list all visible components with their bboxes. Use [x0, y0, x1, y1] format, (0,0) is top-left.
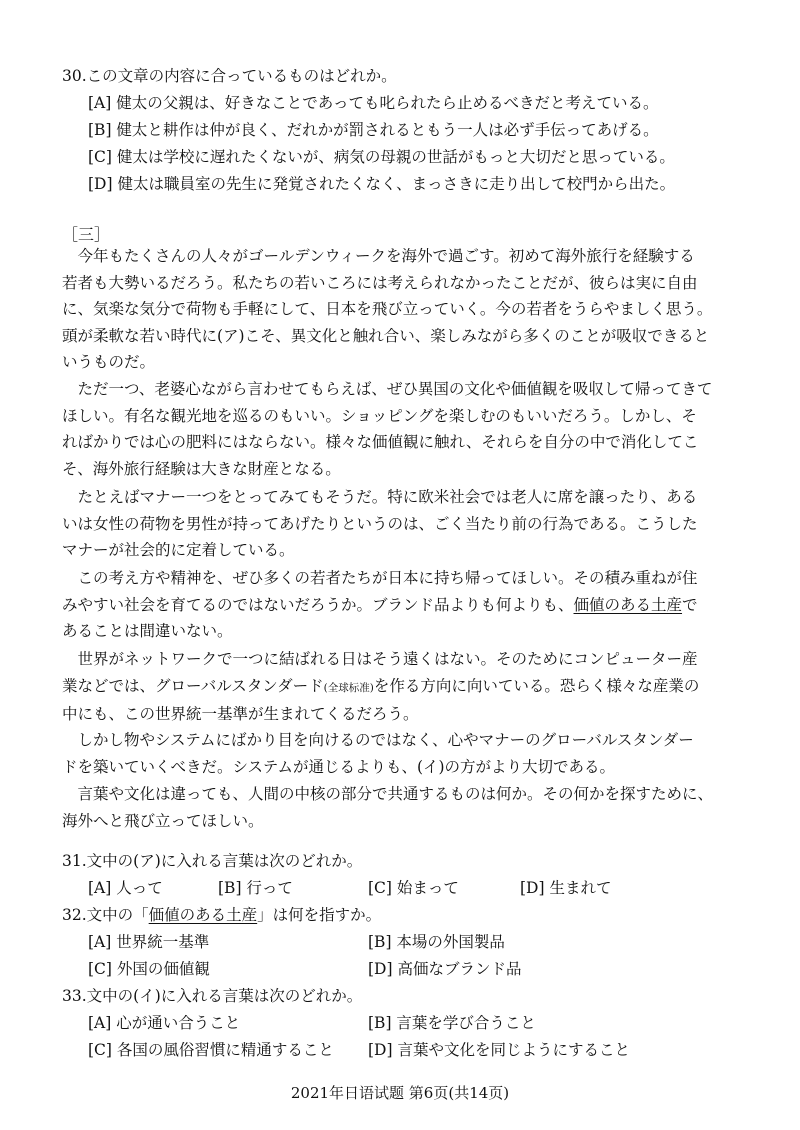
q32-option-a: [A] 世界統一基準 [88, 933, 210, 951]
q33-option-c: [C] 各国の風俗習慣に精通すること [88, 1041, 334, 1059]
passage-line-end: を作る方向に向いている。恐らく様々な産業の [373, 676, 700, 695]
passage-line: 若者も大勢いるだろう。私たちの若いころには考えられなかったことだが、彼らは実に自由 [62, 273, 698, 292]
underlined-phrase: 価値のある土産 [573, 595, 683, 614]
passage-line: 言葉や文化は違っても、人間の中核の部分で共通するものは何か。その何かを探すために、 [62, 785, 714, 803]
q31-option-a: [A] 人って [88, 879, 163, 897]
q30-option-c: [C] 健太は学校に遅れたくないが、病気の母親の世話がもっと大切だと思っている。 [88, 148, 675, 166]
q32-option-b: [B] 本場の外国製品 [368, 933, 505, 951]
q33-option-a: [A] 心が通い合うこと [88, 1014, 241, 1032]
passage-line: 今年もたくさんの人々がゴールデンウィークを海外で過ごす。初めて海外旅行を経験する [62, 247, 695, 265]
q32-question-start: 32.文中の「 [62, 906, 149, 924]
q33-option-d: [D] 言葉や文化を同じようにすること [368, 1041, 630, 1059]
passage-line: ほしい。有名な観光地を巡るのもいい。ショッピングを楽しむのもいいだろう。しかし、そ [62, 406, 697, 425]
passage-paragraph-4 [62, 565, 738, 645]
passage-line: 海外へと飛び立ってほしい。 [62, 811, 264, 830]
passage-line: 世界がネットワークで一つに結ばれる日はそう遠くはない。そのためにコンピューター産 [62, 650, 698, 668]
q33-option-b: [B] 言葉を学び合うこと [368, 1014, 536, 1032]
passage-paragraph-2 [62, 376, 738, 482]
passage-paragraph-6 [62, 727, 738, 780]
q30-option-a: [A] 健太の父親は、好きなことであっても叱られたら止めるべきだと考えている。 [88, 94, 659, 112]
q32-underlined-phrase: 価値のある土産 [148, 906, 258, 924]
passage-line: マナーが社会的に定着している。 [62, 541, 295, 559]
q32-option-c: [C] 外国の価値観 [88, 960, 210, 978]
passage-line-start: みやすい社会を育てるのではないだろうか。ブランド品よりも何よりも、 [62, 595, 574, 614]
q31-option-d: [D] 生まれて [520, 879, 612, 897]
passage-line: 中にも、この世界統一基準が生まれてくるだろう。 [62, 705, 419, 723]
passage-line: たとえばマナー一つをとってみてもそうだ。特に欧米社会では老人に席を譲ったり、ある [62, 488, 698, 506]
passage-line: ればかりでは心の肥料にはならない。様々な価値観に触れ、それらを自分の中で消化してこ [62, 433, 699, 451]
passage-paragraph-3 [62, 484, 738, 564]
translation-note: (全球标准) [323, 681, 374, 694]
q32-option-d: [D] 高価なブランド品 [368, 960, 522, 978]
q30-question: 30.この文章の内容に合っているものはどれか。 [62, 67, 397, 85]
page-footer: 2021年日语试题 第6页(共14页) [290, 1084, 510, 1102]
passage-line-end: で [682, 595, 698, 614]
passage-line: しかし物やシステムにばかり目を向けるのではなく、心やマナーのグローバルスタンダー [62, 731, 694, 749]
passage-line: ただ一つ、老婆心ながら言わせてもらえば、ぜひ異国の文化や価値観を吸収して帰ってきて [62, 380, 713, 398]
passage-line: あることは間違いない。 [62, 622, 233, 640]
q31-question: 31.文中の(ア)に入れる言葉は次のどれか。 [62, 852, 363, 870]
passage-line: 頭が柔軟な若い時代に(ア)こそ、異文化と触れ合い、楽しみながら多くのことが吸収できると [62, 326, 710, 345]
q30-option-d: [D] 健太は職員室の先生に発覚されたくなく、まっさきに走り出して校門から出た。 [88, 175, 676, 193]
passage-line: いは女性の荷物を男性が持ってあげたりというのは、ごく当たり前の行為である。こうした [62, 514, 698, 533]
q30-option-b: [B] 健太と耕作は仲が良く、だれかが罰されるともう一人は必ず手伝ってあげる。 [88, 121, 659, 139]
passage-line: そ、海外旅行経験は大きな財産となる。 [62, 459, 341, 478]
q31-option-c: [C] 始まって [368, 879, 459, 897]
q32-question [62, 903, 381, 927]
passage-line-start: 業などでは、グローバルスタンダード [62, 676, 324, 695]
passage-paragraph-1 [62, 243, 738, 376]
passage-line: ドを築いていくべきだ。システムが通じるよりも、(イ)の方がより大切である。 [62, 757, 616, 776]
passage-line: いうものだ。 [62, 353, 156, 371]
passage-line: この考え方や精神を、ぜひ多くの若者たちが日本に持ち帰ってほしい。その積み重ねが住 [62, 569, 698, 587]
passage-paragraph-7 [62, 781, 738, 834]
passage-paragraph-5 [62, 646, 738, 728]
q32-question-end: 」は何を指すか。 [257, 906, 382, 924]
q33-question: 33.文中の(イ)に入れる言葉は次のどれか。 [62, 987, 363, 1005]
section-label: ［三］ [62, 225, 111, 244]
passage-line: に、気楽な気分で荷物も手軽にして、日本を飛び立っていく。今の若者をうらやましく思う。 [62, 300, 713, 318]
q31-option-b: [B] 行って [218, 879, 293, 897]
